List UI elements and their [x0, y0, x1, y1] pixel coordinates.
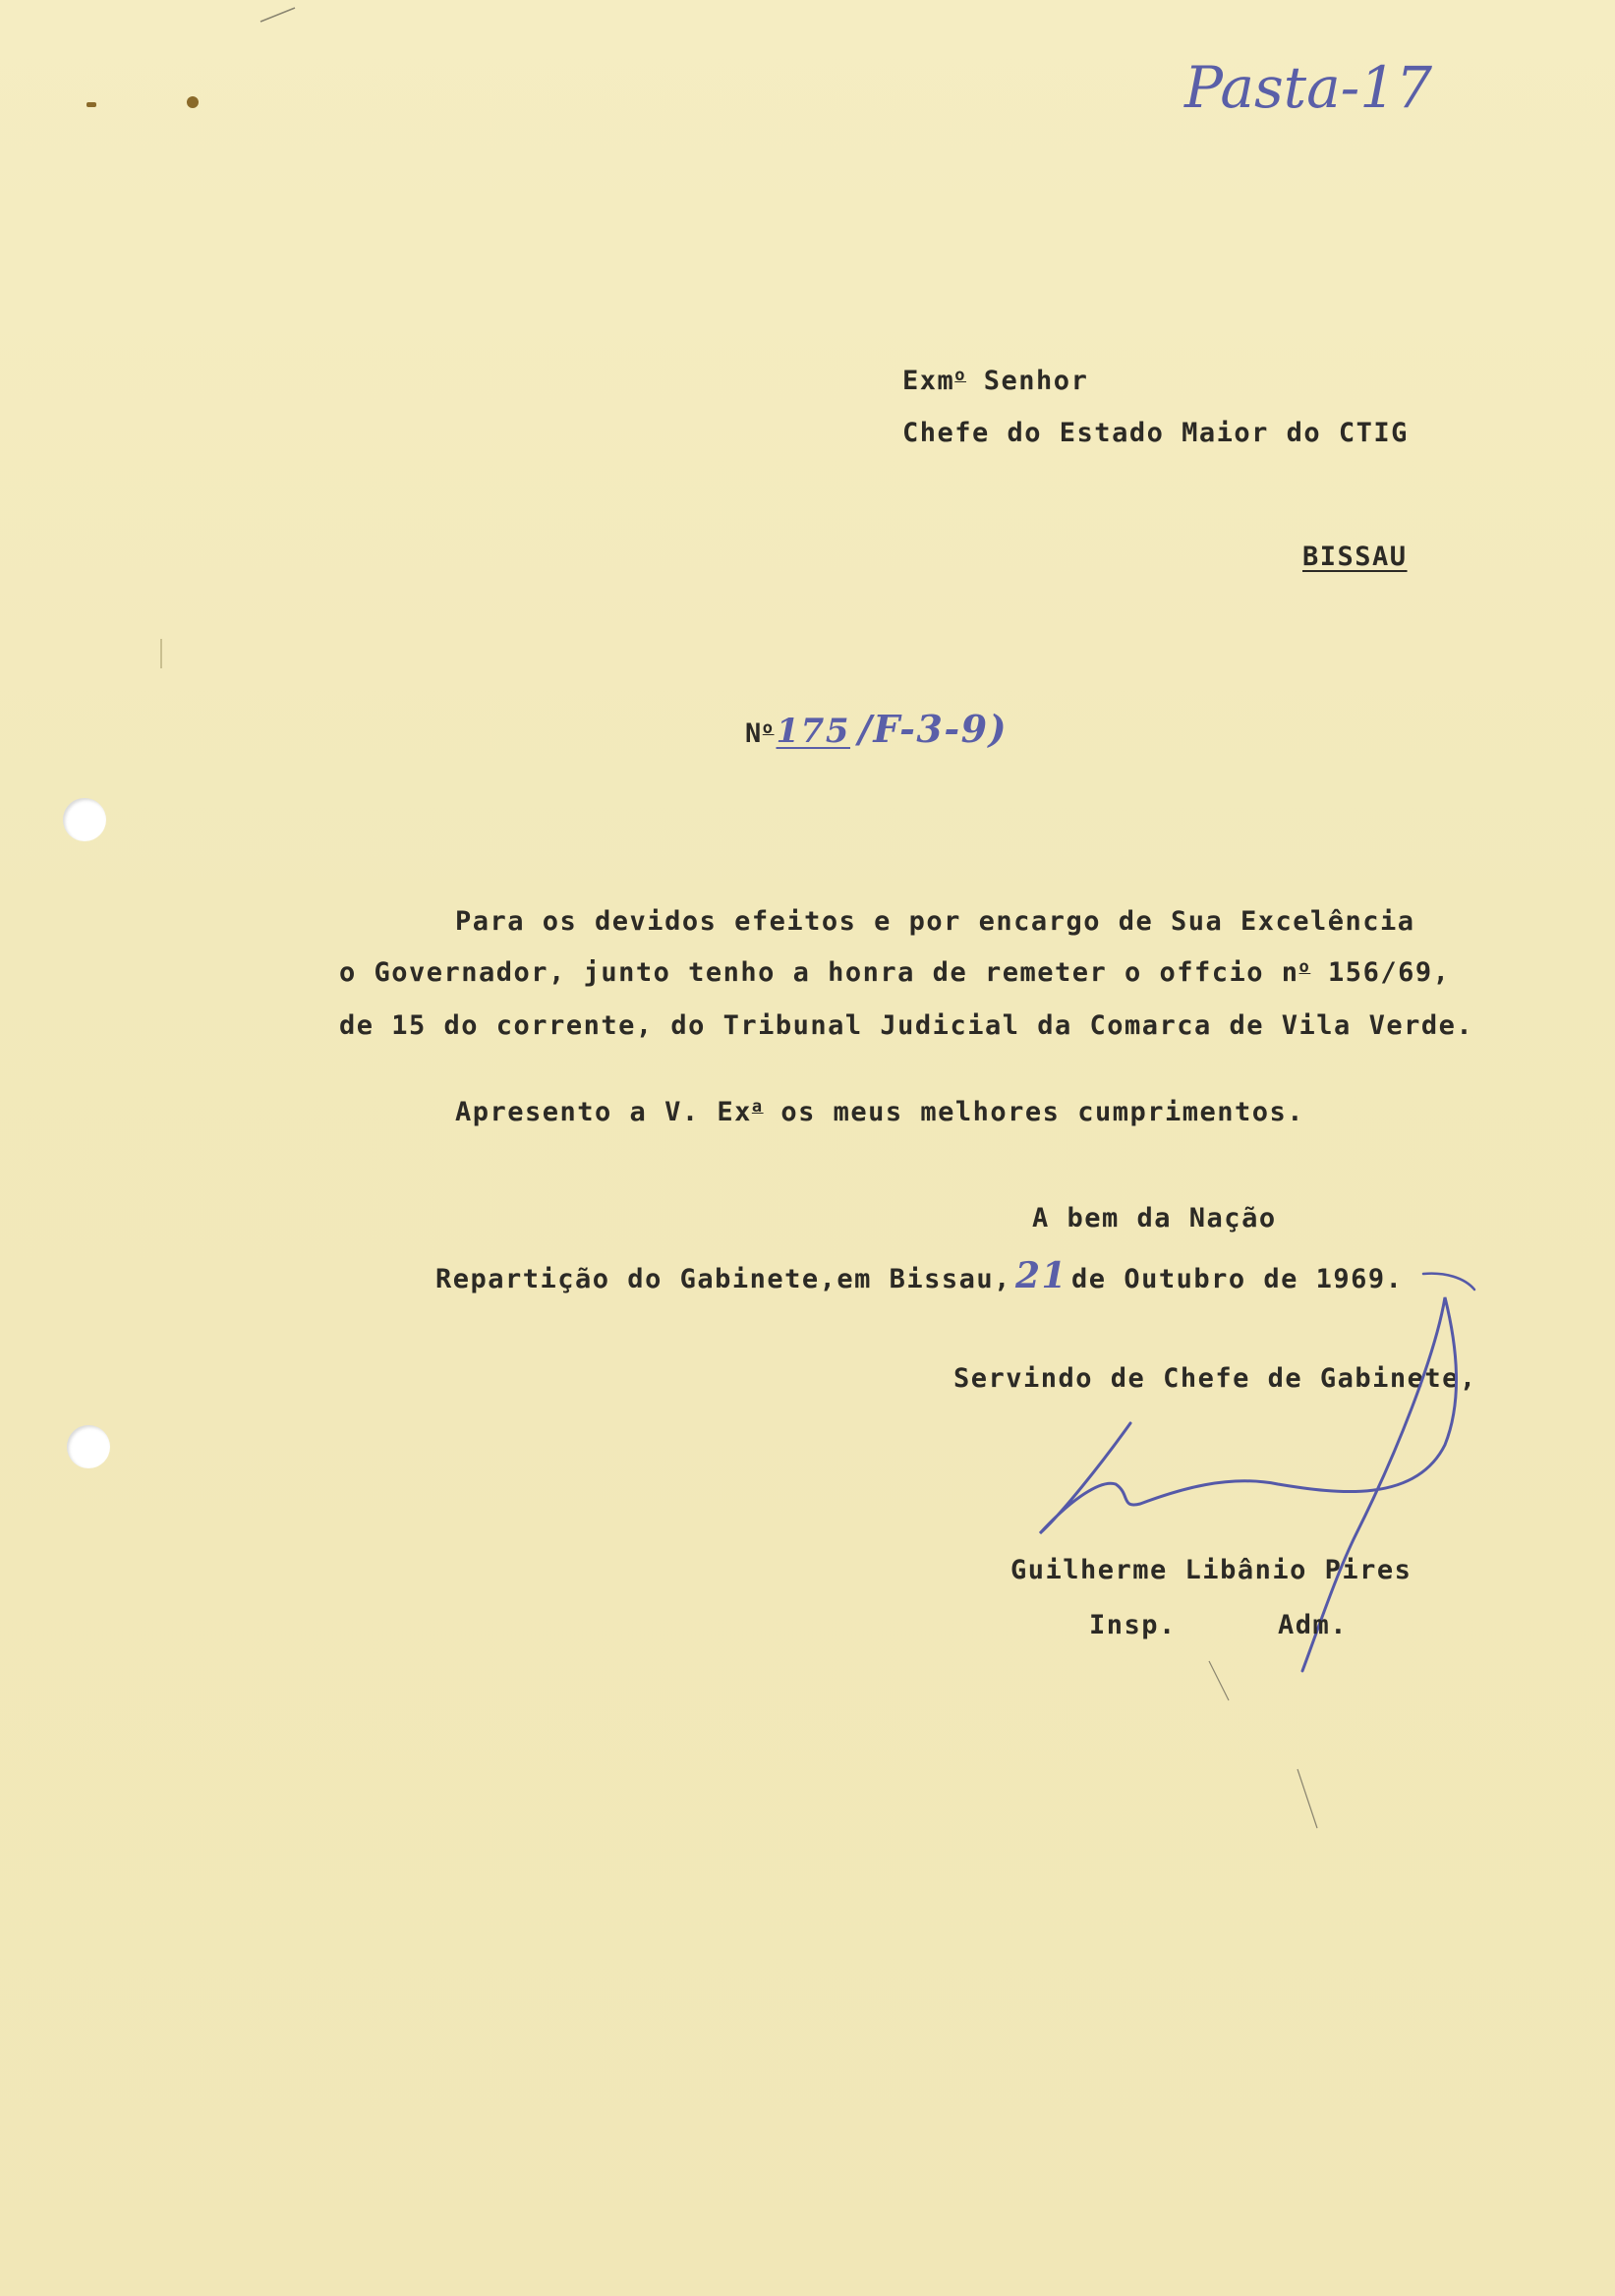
- signatory-name: Guilherme Libânio Pires: [1010, 1555, 1413, 1585]
- addressee-title: Chefe do Estado Maior do CTIG: [902, 418, 1409, 448]
- closing-role: Servindo de Chefe de Gabinete,: [953, 1363, 1477, 1394]
- closing-place-date: Repartição do Gabinete,em Bissau, 21 de Outubro de 1969.: [435, 1255, 1404, 1296]
- body-paragraph-1-line-1: Para os devidos efeitos e por encargo de Sua Excelência: [455, 906, 1415, 937]
- reference-number-suffix: /F-3-9): [858, 707, 1009, 751]
- signatory-title-1: Insp.: [1089, 1610, 1177, 1640]
- body-paragraph-1-line-3: de 15 do corrente, do Tribunal Judicial da Comarca de Vila Verde.: [339, 1010, 1474, 1041]
- body-paragraph-2: Apresento a V. Ex$^a$ os meus melhores cumprimentos.: [455, 1097, 1305, 1127]
- addressee-city: BISSAU: [1302, 542, 1408, 572]
- date-day-handwritten: 21: [1014, 1255, 1068, 1296]
- signatory-title-2: Adm.: [1278, 1610, 1349, 1640]
- addressee-salutation: Exm$^o$ Senhor: [902, 366, 1089, 396]
- body-paragraph-1-line-2: o Governador, junto tenho a honra de remeter o offcio $n^o$ 156/69,: [339, 957, 1451, 988]
- reference-number: $N^o175$ /F-3-9): [745, 707, 1009, 751]
- reference-number-handwritten: 175: [776, 712, 850, 751]
- archive-reference: Pasta-17: [1184, 54, 1433, 121]
- closing-motto: A bem da Nação: [1032, 1203, 1277, 1234]
